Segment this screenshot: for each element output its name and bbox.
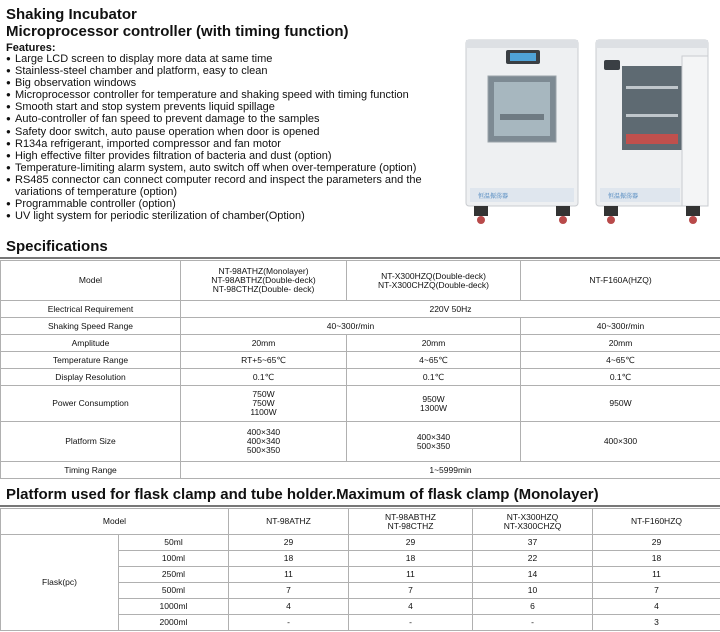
- table-cell: 0.1℃: [347, 369, 521, 386]
- feature-item: ● R134a refrigerant, imported compressor and fan motor: [6, 138, 446, 150]
- feature-item: ● Big observation windows: [6, 77, 446, 89]
- flask-table-heading: Platform used for flask clamp and tube holder.Maximum of flask clamp (Monolayer): [6, 486, 599, 503]
- table-cell: NT-98ATHZ(Monolayer) NT-98ABTHZ(Double-deck) NT-98CTHZ(Double- deck): [181, 261, 347, 301]
- feature-item: ● Stainless-steel chamber and platform, easy to clean: [6, 65, 446, 77]
- table-cell: 40~300r/min: [521, 318, 720, 335]
- table-cell: 220V 50Hz: [181, 301, 720, 318]
- table-row: [1, 462, 720, 479]
- table-cell: 18: [593, 551, 720, 567]
- feature-item: ● Smooth start and stop system prevents liquid spillage: [6, 101, 446, 113]
- table-cell: Display Resolution: [1, 369, 181, 386]
- table-cell: 4: [349, 599, 473, 615]
- table-cell: 950W 1300W: [347, 386, 521, 422]
- table-cell: -: [229, 615, 349, 631]
- product-title: Shaking Incubator: [6, 6, 137, 23]
- table-cell: 7: [593, 583, 720, 599]
- table-cell: 18: [229, 551, 349, 567]
- table-cell: NT-F160HZQ: [593, 509, 720, 535]
- table-cell: 11: [349, 567, 473, 583]
- table-cell: 2000ml: [119, 615, 229, 631]
- table-cell: Shaking Speed Range: [1, 318, 181, 335]
- table-cell: 40~300r/min: [181, 318, 521, 335]
- controller-title: Microprocessor controller (with timing function): [6, 23, 349, 40]
- table-cell: 1~5999min: [181, 462, 720, 479]
- feature-item: ● RS485 connector can connect computer record and inspect the parameters and the variations of temperature (option): [6, 174, 446, 198]
- specifications-heading: Specifications: [6, 238, 108, 255]
- table-row: [1, 422, 720, 462]
- table-row: [1, 509, 720, 535]
- feature-item: ● Temperature-limiting alarm system, auto switch off when over-temperature (option): [6, 162, 446, 174]
- table-cell: NT-98ATHZ: [229, 509, 349, 535]
- table-cell: 100ml: [119, 551, 229, 567]
- table-cell: 7: [229, 583, 349, 599]
- table-cell: 0.1℃: [181, 369, 347, 386]
- panel-label: 恒温振荡器: [478, 194, 509, 200]
- table-cell: 20mm: [347, 335, 521, 352]
- table-cell: 400×340 500×350: [347, 422, 521, 462]
- panel-label: 恒温振荡器: [608, 194, 639, 200]
- table-cell: 7: [349, 583, 473, 599]
- table-row: [1, 535, 720, 551]
- table-cell: NT-X300HZQ NT-X300CHZQ: [473, 509, 593, 535]
- table-cell: 500ml: [119, 583, 229, 599]
- specifications-table: [0, 260, 720, 479]
- table-cell: 22: [473, 551, 593, 567]
- table-row: [1, 301, 720, 318]
- table-cell: 250ml: [119, 567, 229, 583]
- table-cell: 29: [349, 535, 473, 551]
- table-cell: 37: [473, 535, 593, 551]
- table-cell: 0.1℃: [521, 369, 720, 386]
- features-heading: Features:: [6, 42, 56, 54]
- table-cell: Flask(pc): [1, 535, 119, 631]
- table-cell: 18: [349, 551, 473, 567]
- table-cell: Power Consumption: [1, 386, 181, 422]
- table-cell: 10: [473, 583, 593, 599]
- flask-table: [0, 508, 720, 631]
- table-row: [1, 352, 720, 369]
- table-row: [1, 386, 720, 422]
- feature-item: ● High effective filter provides filtration of bacteria and dust (option): [6, 150, 446, 162]
- feature-item: ● Microprocessor controller for temperature and shaking speed with timing function: [6, 89, 446, 101]
- feature-item: ● Safety door switch, auto pause operation when door is opened: [6, 126, 446, 138]
- table-cell: 29: [229, 535, 349, 551]
- table-row: [1, 369, 720, 386]
- table-cell: Temperature Range: [1, 352, 181, 369]
- features-list: [6, 53, 446, 222]
- table-cell: 400×300: [521, 422, 720, 462]
- table-cell: 4~65℃: [521, 352, 720, 369]
- table-cell: 6: [473, 599, 593, 615]
- incubator-open-image: [592, 36, 716, 226]
- table-row: [1, 261, 720, 301]
- flask-table-rule: [0, 505, 720, 507]
- table-cell: 29: [593, 535, 720, 551]
- specifications-rule: [0, 257, 720, 259]
- feature-item: ● UV light system for periodic sterilization of chamber(Option): [6, 210, 446, 222]
- table-cell: Timing Range: [1, 462, 181, 479]
- table-cell: NT-X300HZQ(Double-deck) NT-X300CHZQ(Double-deck): [347, 261, 521, 301]
- table-cell: Model: [1, 261, 181, 301]
- table-cell: 4: [229, 599, 349, 615]
- table-cell: NT-98ABTHZ NT-98CTHZ: [349, 509, 473, 535]
- table-cell: 400×340 400×340 500×350: [181, 422, 347, 462]
- table-cell: 20mm: [181, 335, 347, 352]
- table-cell: NT-F160A(HZQ): [521, 261, 720, 301]
- feature-item: ● Large LCD screen to display more data at same time: [6, 53, 446, 65]
- table-cell: Platform Size: [1, 422, 181, 462]
- table-cell: -: [349, 615, 473, 631]
- incubator-closed-image: [460, 36, 584, 226]
- table-cell: 3: [593, 615, 720, 631]
- table-cell: 4: [593, 599, 720, 615]
- table-cell: Amplitude: [1, 335, 181, 352]
- feature-item: ● Programmable controller (option): [6, 198, 446, 210]
- table-cell: -: [473, 615, 593, 631]
- table-cell: Model: [1, 509, 229, 535]
- table-cell: 14: [473, 567, 593, 583]
- table-cell: 750W 750W 1100W: [181, 386, 347, 422]
- table-cell: RT+5~65℃: [181, 352, 347, 369]
- table-cell: Electrical Requirement: [1, 301, 181, 318]
- table-cell: 4~65℃: [347, 352, 521, 369]
- table-row: [1, 335, 720, 352]
- table-row: [1, 318, 720, 335]
- table-cell: 50ml: [119, 535, 229, 551]
- table-cell: 20mm: [521, 335, 720, 352]
- table-cell: 1000ml: [119, 599, 229, 615]
- table-cell: 11: [593, 567, 720, 583]
- table-cell: 950W: [521, 386, 720, 422]
- feature-item: ● Auto-controller of fan speed to prevent damage to the samples: [6, 113, 446, 125]
- table-cell: 11: [229, 567, 349, 583]
